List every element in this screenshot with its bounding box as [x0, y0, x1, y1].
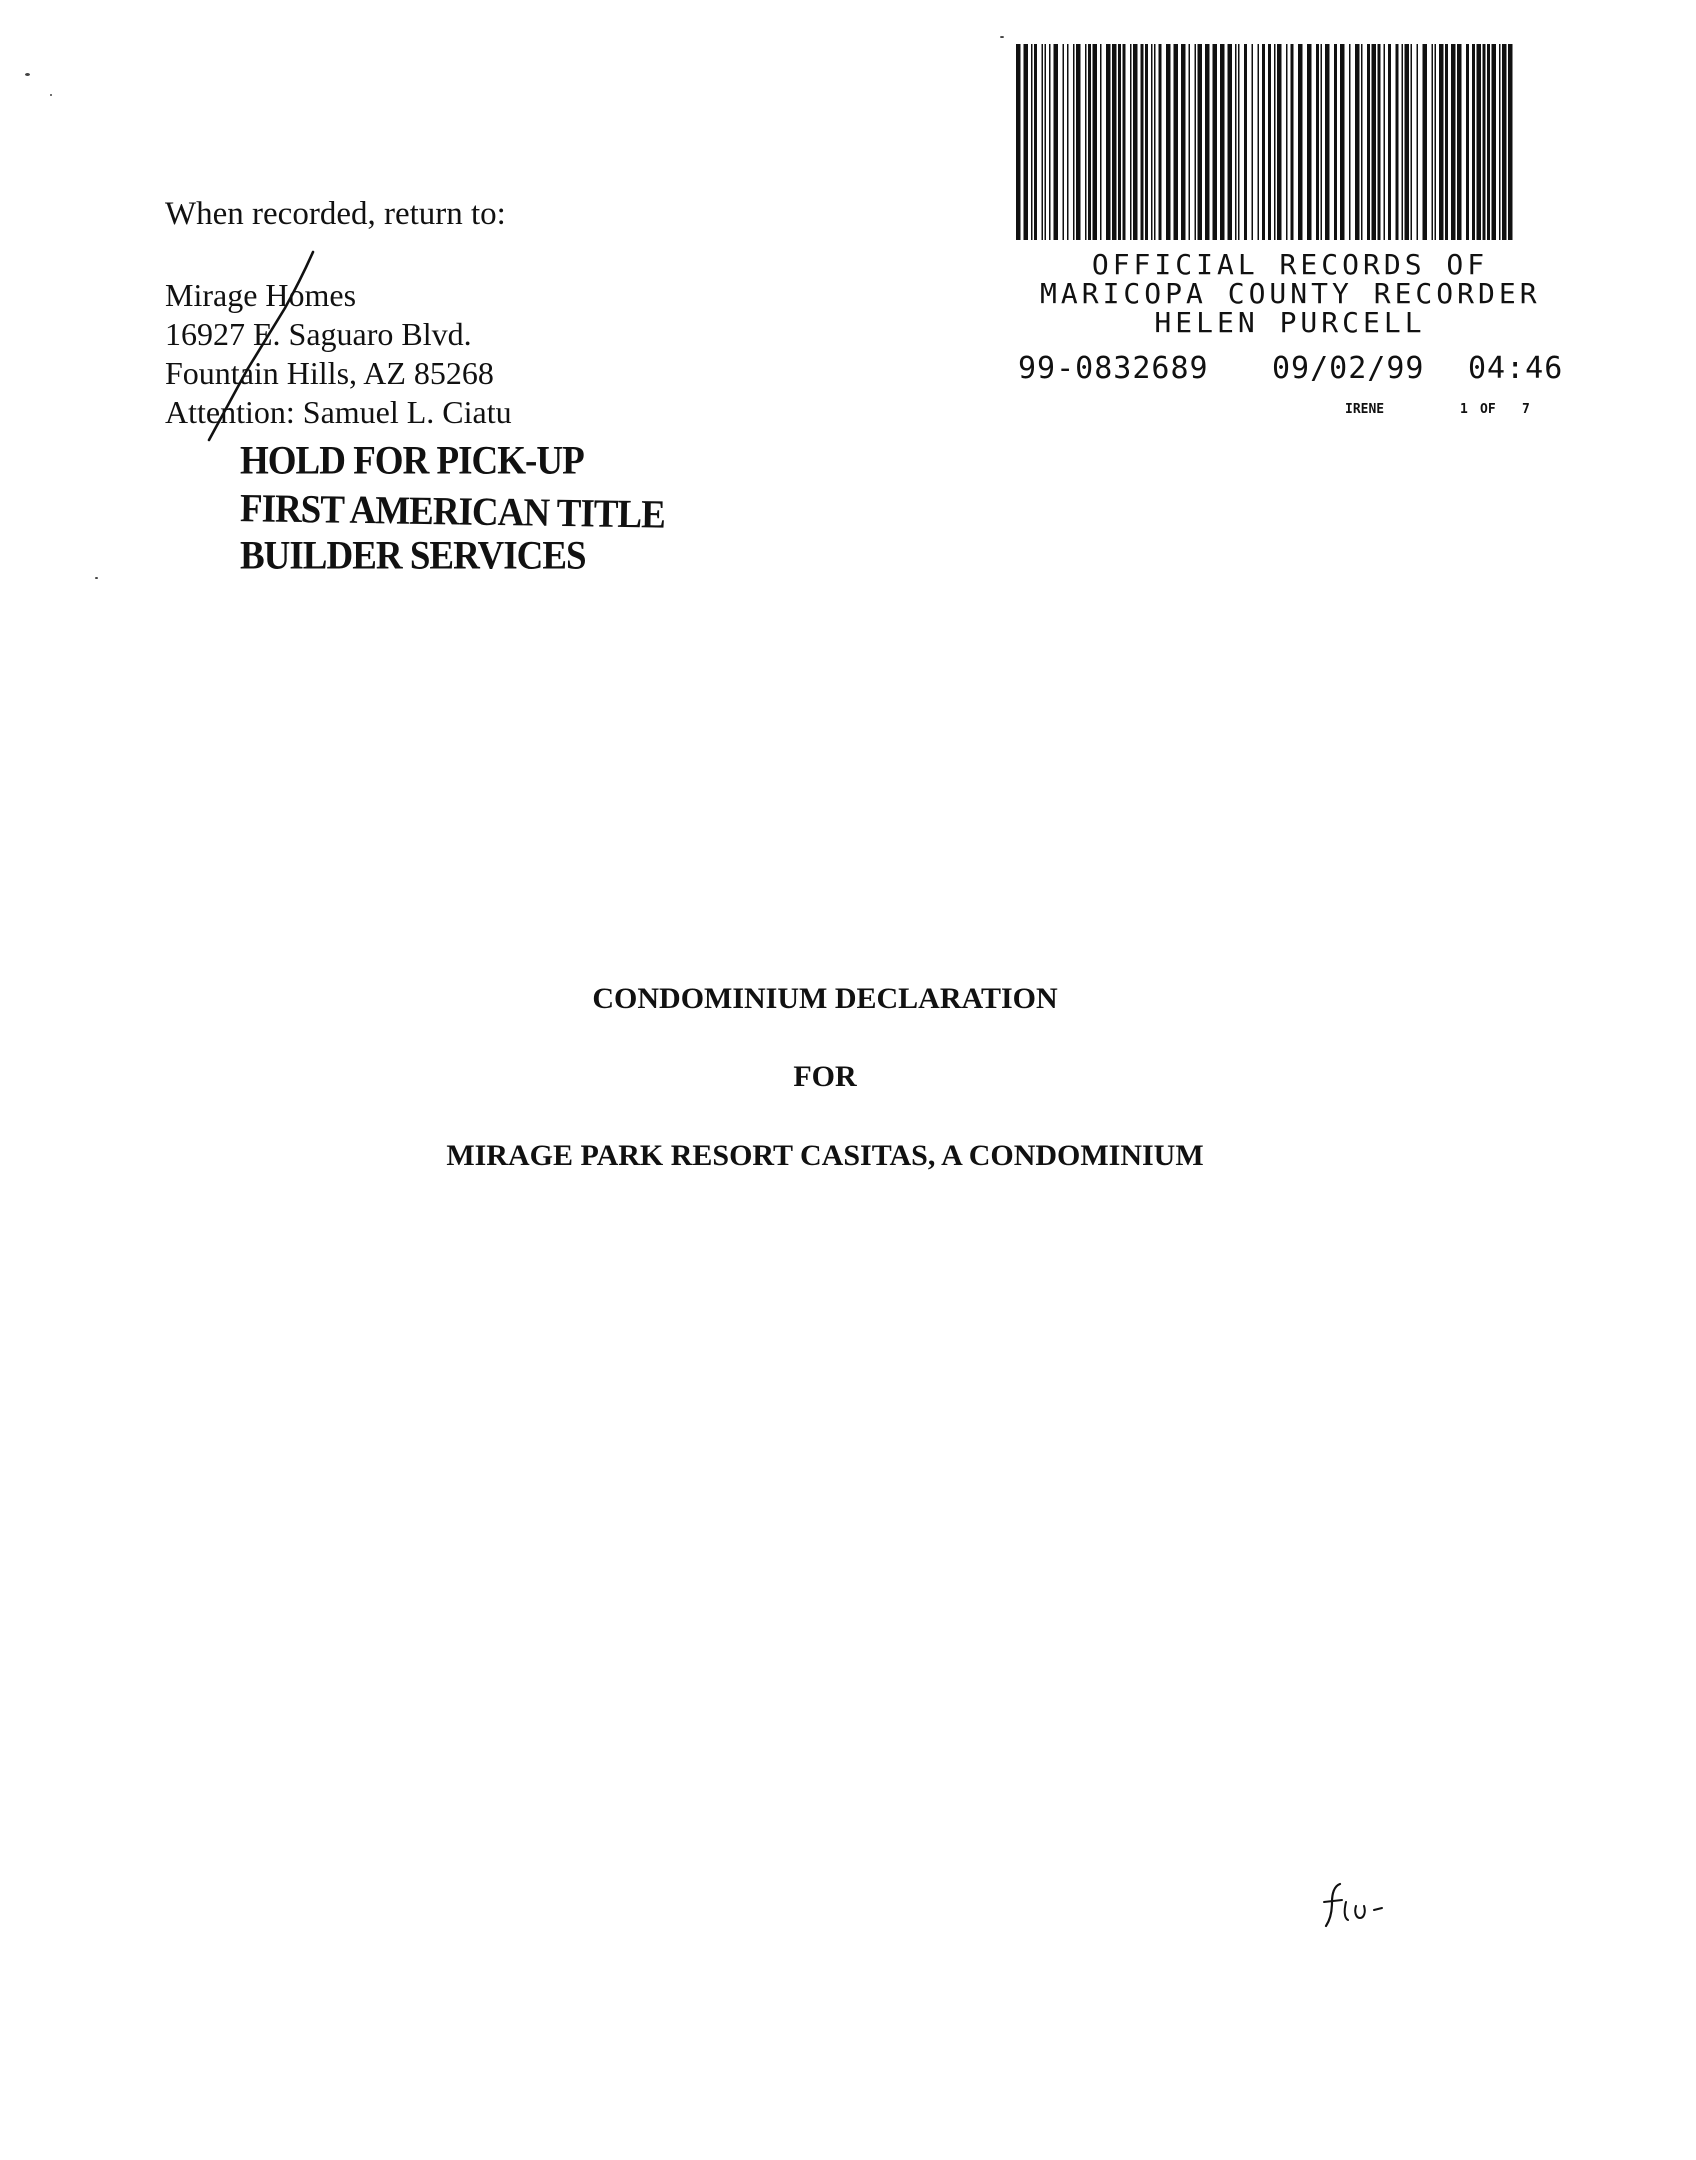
page-number: 1: [1460, 402, 1468, 417]
address-company: Mirage Homes: [165, 277, 357, 313]
stamp-line-hold: HOLD FOR PICK-UP: [240, 439, 584, 484]
return-to-heading: When recorded, return to:: [165, 196, 506, 232]
document-subject: MIRAGE PARK RESORT CASITAS, A CONDOMINIUM: [446, 1139, 1204, 1172]
document-title-for: FOR: [793, 1060, 857, 1093]
recording-clerk: IRENE: [1345, 402, 1385, 417]
address-attention: Attention: Samuel L. Ciatu: [165, 394, 512, 430]
scan-speck: [1000, 36, 1004, 38]
stamp-line-title-company: FIRST AMERICAN TITLE: [239, 486, 666, 538]
document-number: 99-0832689: [1018, 351, 1209, 386]
recorder-name: HELEN PURCELL: [1154, 306, 1426, 339]
pickup-stamp: [240, 438, 665, 581]
page-total: 7: [1522, 402, 1530, 417]
page-separator: OF: [1480, 402, 1496, 417]
scan-speck: [95, 577, 98, 579]
handwritten-initials: [1320, 1880, 1392, 1928]
barcode: [1016, 44, 1516, 240]
address-city-state-zip: Fountain Hills, AZ 85268: [165, 355, 494, 391]
stamp-line-builder-services: BUILDER SERVICES: [240, 534, 586, 579]
recording-date: 09/02/99: [1272, 351, 1425, 386]
handwritten-slash-mark: [195, 250, 335, 445]
scan-speck: [50, 94, 52, 96]
recorder-line-1: OFFICIAL RECORDS OF: [1091, 248, 1489, 281]
scan-speck: [25, 73, 30, 76]
address-street: 16927 E. Saguaro Blvd.: [165, 316, 472, 352]
document-title: CONDOMINIUM DECLARATION: [592, 982, 1058, 1015]
recording-time: 04:46: [1468, 351, 1564, 386]
recorder-line-2: MARICOPA COUNTY RECORDER: [1040, 277, 1541, 310]
